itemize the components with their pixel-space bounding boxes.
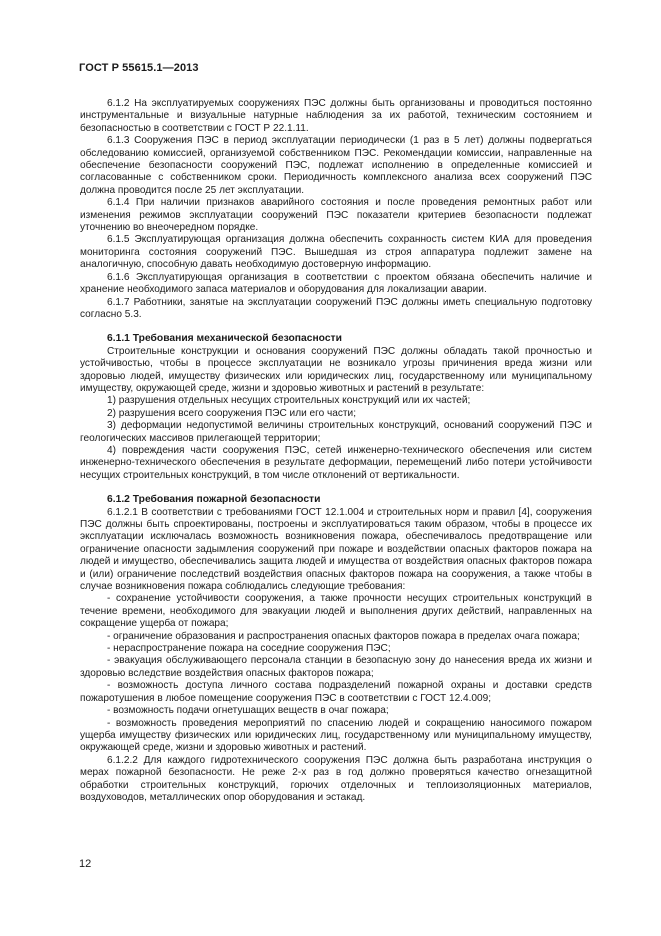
fire-requirement-6: - возможность подачи огнетушащих веществ в очаг пожара; (107, 705, 389, 717)
mechanical-item-3: 3) деформации недопустимой величины строительных конструкций, оснований сооружений ПЭС и геологических массивов прилегающей территории; (80, 420, 592, 444)
paragraph-6-1-4: 6.1.4 При наличии признаков аварийного состояния и после проведения ремонтных работ или изменения режимов эксплуатации сооружений ПЭС показатели критериев безопасности подлежат уточнению во внеочередном порядке. (80, 197, 592, 234)
paragraph-6-1-2-2: 6.1.2.2 Для каждого гидротехнического сооружения ПЭС должна быть разработана инструкция о мерах пожарной безопасности. Не реже 2-х раз в год должно проверяться качество огнезащитной обработки строительных конструкций, горючих отделочных и теплоизоляционных материалов, воздуховодов, металлических опор оборудования и эстакад. (80, 754, 592, 803)
paragraph-6-1-2-1: 6.1.2.1 В соответствии с требованиями ГОСТ 12.1.004 и строительных норм и правил [4], сооружения ПЭС должны быть спроектированы, построены и эксплуатироваться таким образом, чтобы в процессе их эксплуатации исключалась возможность возникновения пожара, обеспечивалось предотвращение или ограничение опасности задымления сооружений при пожаре и воздействии опасных факторов пожара на людей и имущество, обеспечивались защита людей и имущества от воздействия опасных факторов пожара и (или) ограничение последствий воздействия опасных факторов пожара на сооружения, а также чтобы в случае возникновения пожара соблюдались следующие требования: (80, 506, 592, 593)
fire-requirement-2: - ограничение образования и распространения опасных факторов пожара в пределах очага пожара; (107, 630, 580, 642)
paragraph-6-1-3: 6.1.3 Сооружения ПЭС в период эксплуатации периодически (1 раз в 5 лет) должны подвергаться обследованию комиссией, организуемой собственником ПЭС. Рекомендации комиссии, направленные на обеспечение безопасности сооружений ПЭС, подлежат исполнению в определенные комиссией и согласованные с собственником сроки. Периодичность комплексного анализа всех сооружений ПЭС должна проводится после 25 лет эксплуатации. (80, 135, 592, 196)
paragraph-6-1-5: 6.1.5 Эксплуатирующая организация должна обеспечить сохранность систем КИА для проведения мониторинга состояния сооружений ПЭС. Вышедшая из строя аппаратура подлежит замене на аналогичную, способную давать необходимую достоверную информацию. (80, 234, 592, 271)
paragraph-6-1-2: 6.1.2 На эксплуатируемых сооружениях ПЭС должны быть организованы и проводиться постоянно инструментальные и визуальные натурные наблюдения за их работой, техническим состоянием и безопасностью в соответствии с ГОСТ Р 22.1.11. (80, 98, 592, 134)
paragraph-6-1-6: 6.1.6 Эксплуатирующая организация в соответствии с проектом обязана обеспечить наличие и хранение необходимого запаса материалов и оборудования для локализации аварии. (80, 271, 592, 296)
fire-requirement-3: - нераспространение пожара на соседние сооружения ПЭС; (107, 643, 391, 655)
page-number: 12 (79, 858, 92, 870)
mechanical-item-1: 1) разрушения отдельных несущих строительных конструкций или их частей; (107, 395, 471, 407)
mechanical-item-4: 4) повреждения части сооружения ПЭС, сетей инженерно-технического обеспечения или систем инженерно-технического обеспечения в результате деформации, перемещений либо потери устойчивости несущих строительных конструкций, в том числе отклонений от вертикальности. (80, 444, 592, 481)
section-heading-fire: 6.1.2 Требования пожарной безопасности (107, 494, 321, 506)
document-body (80, 98, 592, 804)
paragraph-6-1-7: 6.1.7 Работники, занятые на эксплуатации сооружений ПЭС должны иметь специальную подготовку согласно 5.3. (80, 296, 592, 320)
section-heading-mechanical: 6.1.1 Требования механической безопасности (107, 333, 342, 345)
fire-requirement-5: - возможность доступа личного состава подразделений пожарной охраны и доставки средств пожаротушения в любое помещение сооружения ПЭС в соответствии с ГОСТ 12.4.009; (80, 680, 592, 704)
fire-requirement-7: - возможность проведения мероприятий по спасению людей и сокращению наносимого пожаром ущерба имуществу физических или юридических лиц, государственному или муниципальному имуществу, окружающей среде, жизни и здоровью животных и растений. (80, 717, 592, 754)
mechanical-intro: Строительные конструкции и основания сооружений ПЭС должны обладать такой прочностью и устойчивостью, чтобы в процессе эксплуатации не возникало угрозы причинения вреда жизни или здоровью людей, имуществу физических или юридических лиц, государственному или муниципальному имуществу, окружающей среде, жизни и здоровью животных и растений в результате: (80, 345, 592, 394)
fire-requirement-4: - эвакуация обслуживающего персонала станции в безопасную зону до нанесения вреда их жизни и здоровью вследствие воздействия опасных факторов пожара; (80, 655, 592, 679)
fire-requirement-1: - сохранение устойчивости сооружения, а также прочности несущих строительных конструкций в течение времени, необходимого для эвакуации людей и выполнения других действий, направленных на сокращение ущерба от пожара; (80, 593, 592, 630)
mechanical-item-2: 2) разрушения всего сооружения ПЭС или его части; (107, 407, 356, 419)
standard-header: ГОСТ Р 55615.1—2013 (79, 62, 199, 74)
